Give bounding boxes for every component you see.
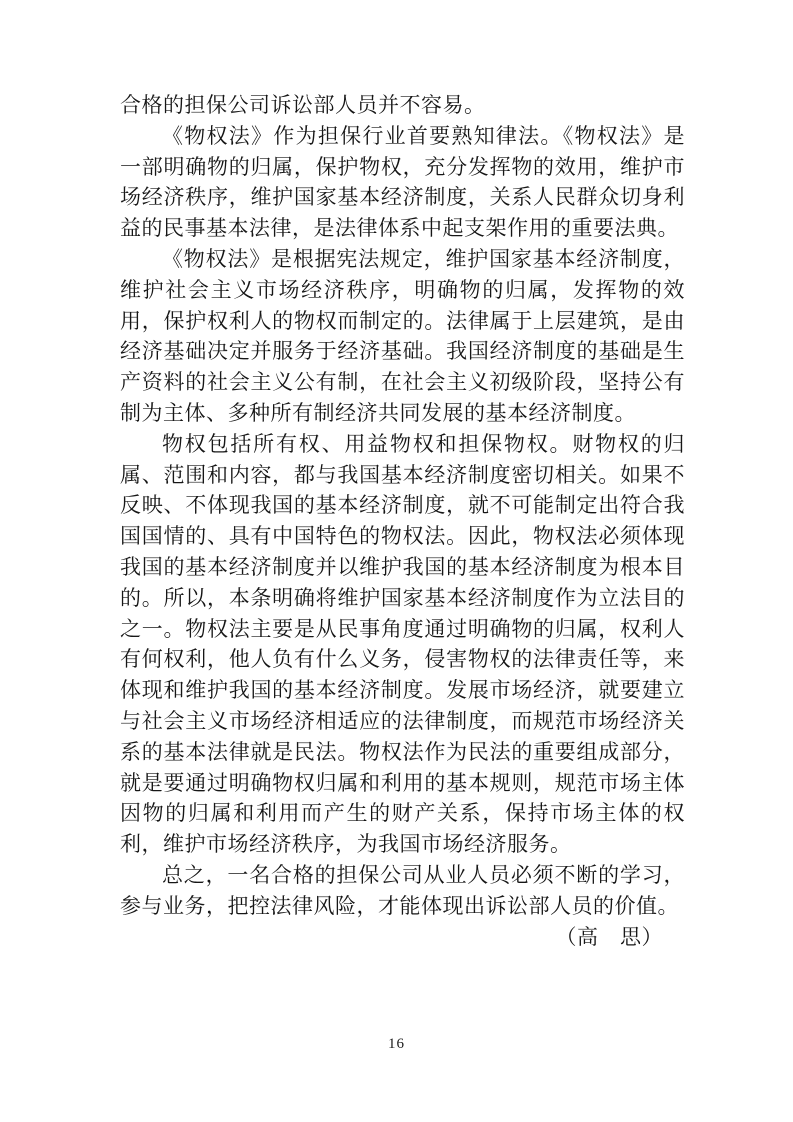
paragraph-continuation: 合格的担保公司诉讼部人员并不容易。 bbox=[120, 93, 486, 117]
paragraph: 总之，一名合格的担保公司从业人员必须不断的学习，参与业务，把控法律风险，才能体现出诉讼部人员的价值。 bbox=[120, 862, 685, 918]
page-number: 16 bbox=[388, 1036, 405, 1052]
paragraph: 物权包括所有权、用益物权和担保物权。财物权的归属、范围和内容，都与我国基本经济制度密切相关。如果不反映、不体现我国的基本经济制度，就不可能制定出符合我国国情的、具有中国特色的物权法。因此，物权法必须体现我国的基本经济制度并以维护我国的基本经济制度为根本目的。所以，本条明确将维护国家基本经济制度作为立法目的之一。物权法主要是从民事角度通过明确物的归属，权利人有何权利，他人负有什么义务，侵害物权的法律责任等，来体现和维护我国的基本经济制度。发展市场经济，就要建立与社会主义市场经济相适应的法律制度，而规范市场经济关系的基本法律就是民法。物权法作为民法的重要组成部分，就是要通过明确物权归属和利用的基本规则，规范市场主体因物的归属和利用而产生的财产关系，保持市场主体的权利，维护市场经济秩序，为我国市场经济服务。 bbox=[120, 431, 685, 857]
paragraph: 《物权法》作为担保行业首要熟知律法。《物权法》是一部明确物的归属，保护物权，充分发挥物的效用，维护市场经济秩序，维护国家基本经济制度，关系人民群众切身利益的民事基本法律，是法律体系中起支架作用的重要法典。 bbox=[120, 123, 685, 241]
author-signature: （高 思） bbox=[555, 924, 663, 949]
paragraph: 《物权法》是根据宪法规定，维护国家基本经济制度，维护社会主义市场经济秩序，明确物的归属，发挥物的效用，保护权利人的物权而制定的。法律属于上层建筑，是由经济基础决定并服务于经济基础。我国经济制度的基础是生产资料的社会主义公有制，在社会主义初级阶段，坚持公有制为主体、多种所有制经济共同发展的基本经济制度。 bbox=[120, 246, 685, 425]
text-block bbox=[120, 90, 685, 952]
